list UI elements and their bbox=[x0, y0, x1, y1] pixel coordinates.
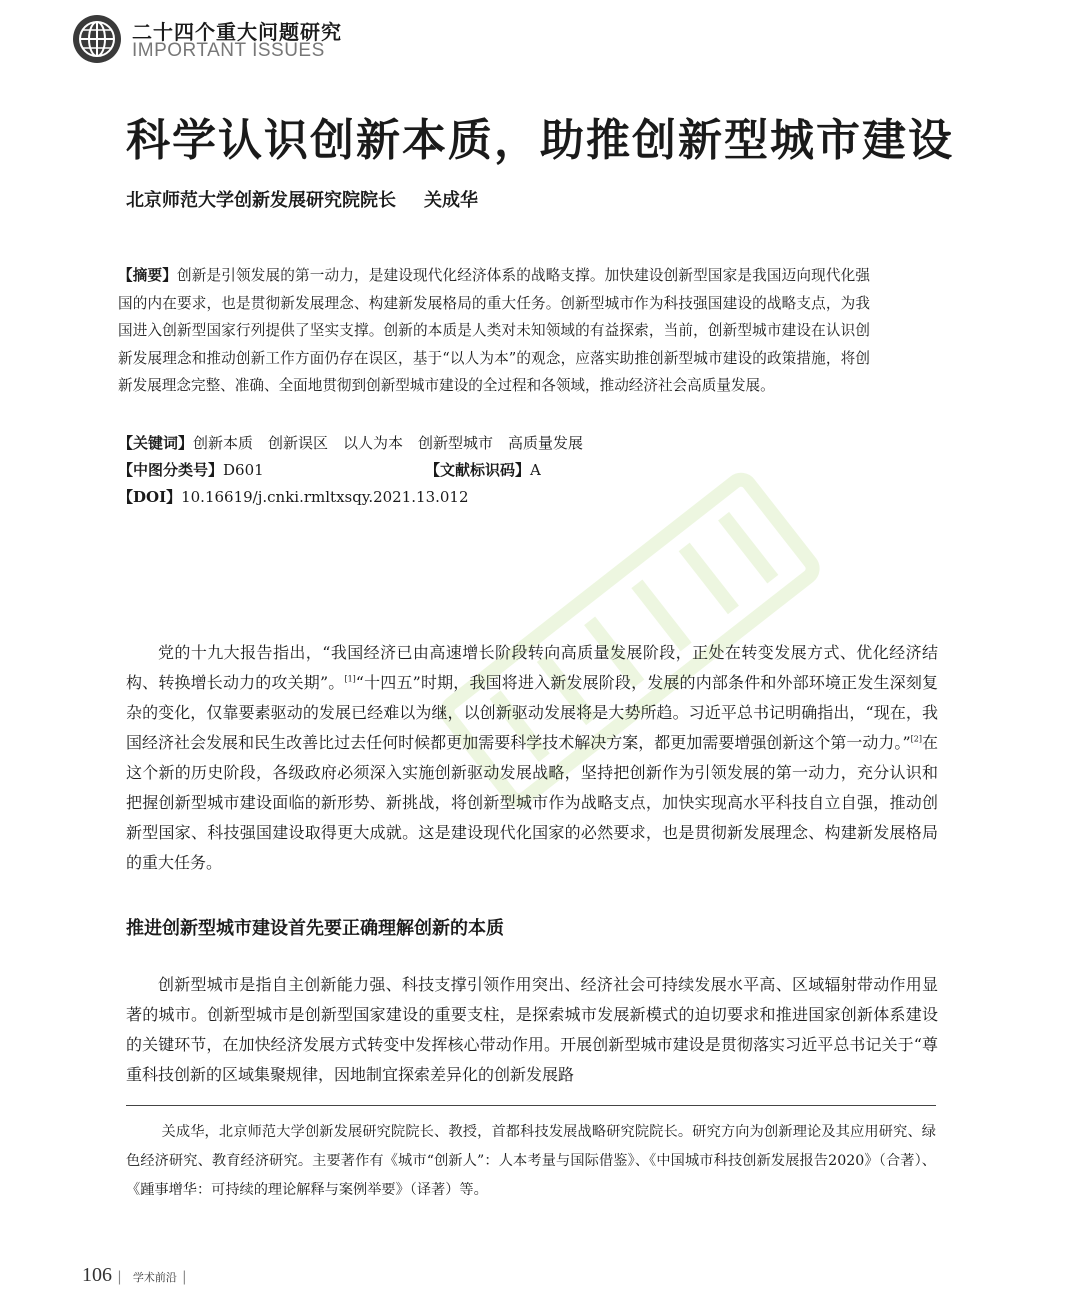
clc-line bbox=[118, 459, 264, 480]
journal-name: 学术前沿 bbox=[132, 1271, 177, 1284]
doc-code-label: 【文献标识码】 bbox=[425, 461, 531, 479]
author-bio bbox=[126, 1118, 936, 1205]
section-title-en: IMPORTANT ISSUES bbox=[132, 40, 325, 61]
page-number: 106 bbox=[82, 1264, 112, 1286]
abstract-label: 【摘要】 bbox=[118, 267, 177, 284]
keywords-line bbox=[118, 432, 583, 453]
author-affiliation: 北京师范大学创新发展研究院院长 bbox=[126, 190, 396, 211]
reference-1: [1] bbox=[344, 674, 356, 684]
reference-2: [2] bbox=[910, 734, 922, 744]
abstract bbox=[118, 262, 870, 400]
doc-code-line bbox=[425, 459, 541, 480]
body-paragraph-1 bbox=[126, 638, 938, 878]
clc-label: 【中图分类号】 bbox=[118, 461, 224, 479]
clc-value: D601 bbox=[223, 461, 264, 479]
footer-separator-right: | bbox=[182, 1269, 187, 1285]
abstract-text: 创新是引领发展的第一动力，是建设现代化经济体系的战略支撑。加快建设创新型国家是我国迈向现代化强国的内在要求，也是贯彻新发展理念、构建新发展格局的重大任务。创新型城市作为科技强国建设的战略支点，为我国进入创新型国家行列提供了坚实支撑。创新的本质是人类对未知领域的有益探索，当前，创新型城市建设在认识创新发展理念和推动创新工作方面仍存在误区，基于“以人为本”的观念，应落实助推创新型城市建设的政策措施，将创新发展理念完整、准确、全面地贯彻到创新型城市建设的全过程和各领域，推动经济社会高质量发展。 bbox=[118, 267, 870, 394]
author-name: 关成华 bbox=[424, 190, 478, 211]
footer-separator-left: | bbox=[117, 1269, 122, 1285]
section-heading: 推进创新型城市建设首先要正确理解创新的本质 bbox=[126, 918, 504, 939]
para1-part-b: “十四五”时期，我国将进入新发展阶段，发展的内部条件和外部环境正发生深刻复杂的变化，仅靠要素驱动的发展已经难以为继，以创新驱动发展将是大势所趋。习近平总书记明确指出，“现在，我国经济社会发展和民生改善比过去任何时候都更加需要科学技术解决方案，都更加需要增强创新这个第一动力。” bbox=[126, 673, 938, 752]
body-paragraph-2 bbox=[126, 970, 938, 1090]
keywords-label: 【关键词】 bbox=[118, 434, 194, 452]
section-title-cn: 二十四个重大问题研究 bbox=[132, 20, 342, 44]
doc-code-value: A bbox=[530, 461, 541, 479]
page-footer bbox=[82, 1264, 187, 1287]
doi-value: 10.16619/j.cnki.rmltxsqy.2021.13.012 bbox=[181, 488, 469, 506]
author-line bbox=[126, 186, 478, 212]
article-title: 科学认识创新本质，助推创新型城市建设 bbox=[126, 115, 954, 166]
doi-label: 【DOI】 bbox=[118, 488, 182, 506]
footnote-divider bbox=[126, 1105, 936, 1106]
para1-part-c: 在这个新的历史阶段，各级政府必须深入实施创新驱动发展战略，坚持把创新作为引领发展的第一动力，充分认识和把握创新型城市建设面临的新形势、新挑战，将创新型城市作为战略支点，加快实现高水平科技自立自强，推动创新型国家、科技强国建设取得更大成就。这是建设现代化国家的必然要求，也是贯彻新发展理念、构建新发展格局的重大任务。 bbox=[126, 733, 938, 872]
keywords-text: 创新本质 创新误区 以人为本 创新型城市 高质量发展 bbox=[193, 434, 584, 452]
para2-text: 创新型城市是指自主创新能力强、科技支撑引领作用突出、经济社会可持续发展水平高、区域辐射带动作用显著的城市。创新型城市是创新型国家建设的重要支柱，是探索城市发展新模式的迫切要求和推进国家创新体系建设的关键环节，在加快经济发展方式转变中发挥核心带动作用。开展创新型城市建设是贯彻落实习近平总书记关于“尊重科技创新的区域集聚规律，因地制宜探索差异化的创新发展路 bbox=[126, 975, 938, 1084]
author-bio-text: 关成华，北京师范大学创新发展研究院院长、教授，首都科技发展战略研究院院长。研究方向为创新理论及其应用研究、绿色经济研究、教育经济研究。主要著作有《城市“创新人”：人本考量与国际借鉴》、《中国城市科技创新发展报告2020》（合著）、《踵事增华：可持续的理论解释与案例举要》（译著）等。 bbox=[126, 1124, 936, 1198]
doi-line bbox=[118, 486, 469, 507]
globe-icon bbox=[72, 14, 122, 64]
para1-part-a: 党的十九大报告指出，“我国经济已由高速增长阶段转向高质量发展阶段，正处在转变发展方式、优化经济结构、转换增长动力的攻关期”。 bbox=[126, 643, 938, 692]
